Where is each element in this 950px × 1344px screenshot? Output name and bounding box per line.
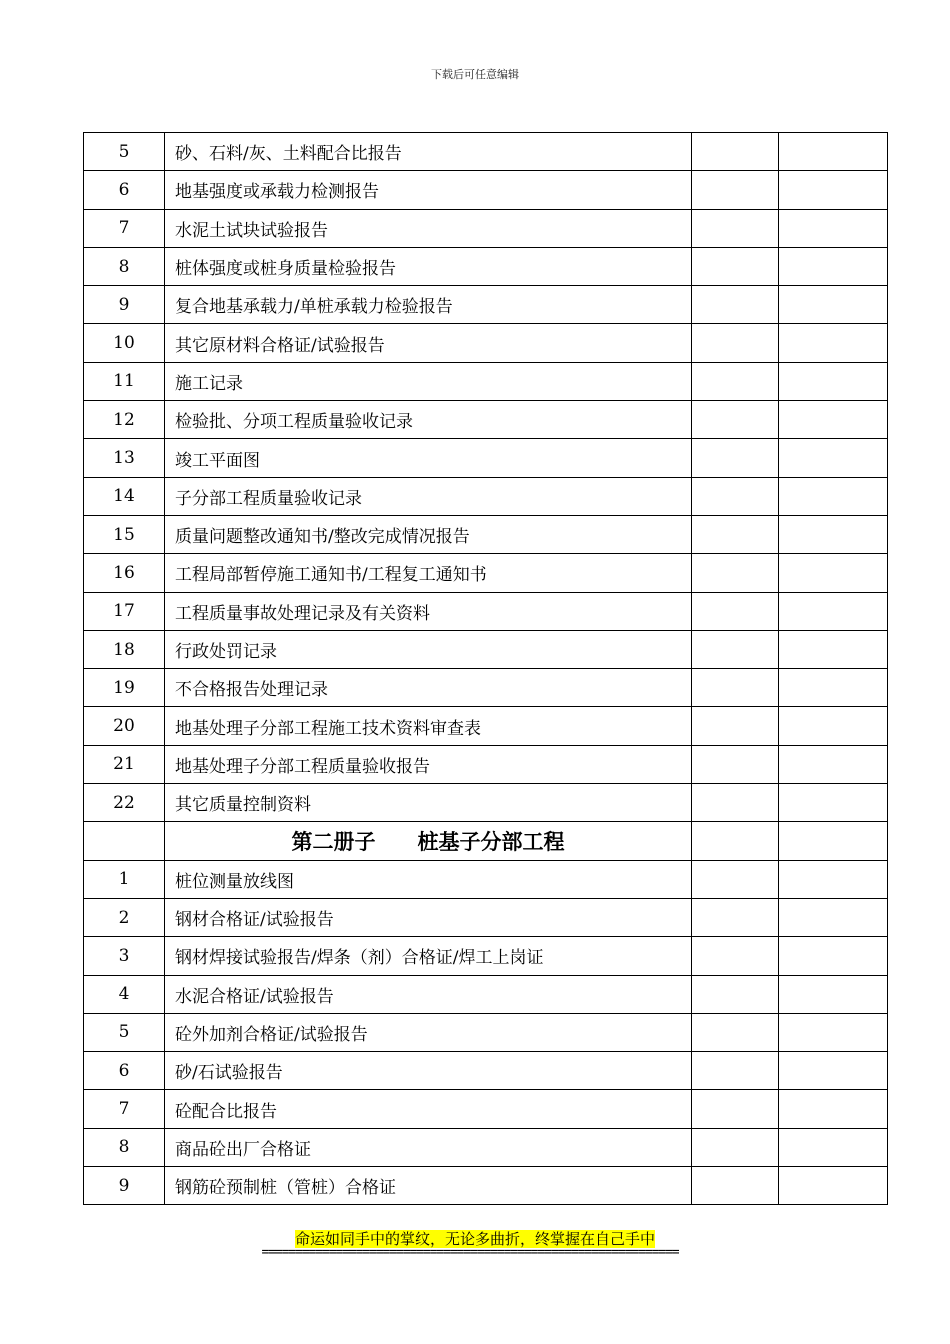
blank-cell-b bbox=[779, 745, 888, 783]
blank-cell-b bbox=[779, 209, 888, 247]
blank-cell-b bbox=[779, 592, 888, 630]
row-number: 6 bbox=[84, 1052, 165, 1090]
blank-cell-a bbox=[692, 898, 779, 936]
table-row bbox=[84, 784, 888, 822]
row-number: 7 bbox=[84, 1090, 165, 1128]
table-row bbox=[84, 401, 888, 439]
blank-cell-a bbox=[692, 630, 779, 668]
item-name: 工程质量事故处理记录及有关资料 bbox=[165, 592, 692, 630]
table-row bbox=[84, 477, 888, 515]
blank-cell-b bbox=[779, 171, 888, 209]
blank-cell-b bbox=[779, 630, 888, 668]
row-number: 6 bbox=[84, 171, 165, 209]
item-name: 子分部工程质量验收记录 bbox=[165, 477, 692, 515]
blank-cell-b bbox=[779, 515, 888, 553]
row-number: 15 bbox=[84, 515, 165, 553]
blank-cell-b bbox=[779, 669, 888, 707]
blank-cell-b bbox=[779, 1128, 888, 1166]
item-name: 砼外加剂合格证/试验报告 bbox=[165, 1013, 692, 1051]
table-row bbox=[84, 975, 888, 1013]
blank-cell-b bbox=[779, 401, 888, 439]
item-name: 质量问题整改通知书/整改完成情况报告 bbox=[165, 515, 692, 553]
blank-cell-a bbox=[692, 171, 779, 209]
blank-cell-b bbox=[779, 247, 888, 285]
table-row bbox=[84, 860, 888, 898]
table-row bbox=[84, 937, 888, 975]
item-name: 其它质量控制资料 bbox=[165, 784, 692, 822]
item-name: 砼配合比报告 bbox=[165, 1090, 692, 1128]
table-row bbox=[84, 707, 888, 745]
table-row bbox=[84, 286, 888, 324]
table-row bbox=[84, 1128, 888, 1166]
row-number: 18 bbox=[84, 630, 165, 668]
table-row bbox=[84, 669, 888, 707]
blank-cell-a bbox=[692, 860, 779, 898]
table-row bbox=[84, 1090, 888, 1128]
item-name: 地基处理子分部工程施工技术资料审查表 bbox=[165, 707, 692, 745]
blank-cell-a bbox=[692, 784, 779, 822]
item-name: 钢材焊接试验报告/焊条（剂）合格证/焊工上岗证 bbox=[165, 937, 692, 975]
blank-cell-a bbox=[692, 362, 779, 400]
item-name: 施工记录 bbox=[165, 362, 692, 400]
blank-cell-a bbox=[692, 745, 779, 783]
table-row bbox=[84, 439, 888, 477]
row-number: 10 bbox=[84, 324, 165, 362]
blank-cell-b bbox=[779, 898, 888, 936]
row-number bbox=[84, 822, 165, 860]
table-row bbox=[84, 630, 888, 668]
item-name: 地基处理子分部工程质量验收报告 bbox=[165, 745, 692, 783]
item-name: 商品砼出厂合格证 bbox=[165, 1128, 692, 1166]
item-name: 工程局部暂停施工通知书/工程复工通知书 bbox=[165, 554, 692, 592]
blank-cell-a bbox=[692, 439, 779, 477]
item-name: 水泥土试块试验报告 bbox=[165, 209, 692, 247]
blank-cell-a bbox=[692, 477, 779, 515]
blank-cell-a bbox=[692, 324, 779, 362]
row-number: 14 bbox=[84, 477, 165, 515]
blank-cell-a bbox=[692, 1090, 779, 1128]
row-number: 17 bbox=[84, 592, 165, 630]
item-name: 桩体强度或桩身质量检验报告 bbox=[165, 247, 692, 285]
item-name: 竣工平面图 bbox=[165, 439, 692, 477]
row-number: 21 bbox=[84, 745, 165, 783]
blank-cell-a bbox=[692, 937, 779, 975]
blank-cell-a bbox=[692, 592, 779, 630]
blank-cell-b bbox=[779, 975, 888, 1013]
row-number: 19 bbox=[84, 669, 165, 707]
row-number: 22 bbox=[84, 784, 165, 822]
footer-divider: ============================================================== bbox=[261, 1245, 679, 1260]
blank-cell-a bbox=[692, 286, 779, 324]
table-row bbox=[84, 171, 888, 209]
table-row bbox=[84, 1013, 888, 1051]
item-name: 行政处罚记录 bbox=[165, 630, 692, 668]
table-row bbox=[84, 1052, 888, 1090]
section-title: 第二册子 桩基子分部工程 bbox=[165, 822, 692, 860]
blank-cell-a bbox=[692, 554, 779, 592]
blank-cell-a bbox=[692, 1013, 779, 1051]
section-heading-row bbox=[84, 822, 888, 860]
blank-cell-b bbox=[779, 1013, 888, 1051]
footer-quote-text: 命运如同手中的掌纹，无论多曲折，终掌握在自己手中 bbox=[294, 1230, 655, 1248]
document-table bbox=[83, 132, 888, 1205]
blank-cell-a bbox=[692, 401, 779, 439]
row-number: 16 bbox=[84, 554, 165, 592]
blank-cell-b bbox=[779, 1090, 888, 1128]
table-row bbox=[84, 515, 888, 553]
item-name: 钢筋砼预制桩（管桩）合格证 bbox=[165, 1167, 692, 1205]
blank-cell-a bbox=[692, 133, 779, 171]
blank-cell-b bbox=[779, 1167, 888, 1205]
table-row bbox=[84, 362, 888, 400]
table-row bbox=[84, 133, 888, 171]
row-number: 8 bbox=[84, 247, 165, 285]
blank-cell-a bbox=[692, 209, 779, 247]
row-number: 5 bbox=[84, 133, 165, 171]
blank-cell-b bbox=[779, 860, 888, 898]
blank-cell-b bbox=[779, 324, 888, 362]
row-number: 4 bbox=[84, 975, 165, 1013]
item-name: 其它原材料合格证/试验报告 bbox=[165, 324, 692, 362]
blank-cell-b bbox=[779, 554, 888, 592]
blank-cell-b bbox=[779, 133, 888, 171]
blank-cell-b bbox=[779, 286, 888, 324]
item-name: 检验批、分项工程质量验收记录 bbox=[165, 401, 692, 439]
blank-cell-a bbox=[692, 1128, 779, 1166]
row-number: 1 bbox=[84, 860, 165, 898]
row-number: 7 bbox=[84, 209, 165, 247]
table-row bbox=[84, 898, 888, 936]
item-name: 水泥合格证/试验报告 bbox=[165, 975, 692, 1013]
row-number: 8 bbox=[84, 1128, 165, 1166]
table-row bbox=[84, 247, 888, 285]
table-row bbox=[84, 209, 888, 247]
blank-cell-b bbox=[779, 707, 888, 745]
blank-cell-a bbox=[692, 822, 779, 860]
item-name: 不合格报告处理记录 bbox=[165, 669, 692, 707]
blank-cell-b bbox=[779, 362, 888, 400]
item-name: 地基强度或承载力检测报告 bbox=[165, 171, 692, 209]
blank-cell-b bbox=[779, 1052, 888, 1090]
item-name: 砂/石试验报告 bbox=[165, 1052, 692, 1090]
row-number: 12 bbox=[84, 401, 165, 439]
blank-cell-a bbox=[692, 975, 779, 1013]
document-table-body bbox=[84, 133, 888, 1205]
table-row bbox=[84, 745, 888, 783]
row-number: 9 bbox=[84, 286, 165, 324]
item-name: 砂、石料/灰、土料配合比报告 bbox=[165, 133, 692, 171]
blank-cell-b bbox=[779, 784, 888, 822]
table-row bbox=[84, 592, 888, 630]
row-number: 20 bbox=[84, 707, 165, 745]
blank-cell-a bbox=[692, 707, 779, 745]
table-row bbox=[84, 1167, 888, 1205]
row-number: 13 bbox=[84, 439, 165, 477]
row-number: 5 bbox=[84, 1013, 165, 1051]
table-row bbox=[84, 554, 888, 592]
row-number: 9 bbox=[84, 1167, 165, 1205]
blank-cell-a bbox=[692, 1052, 779, 1090]
blank-cell-b bbox=[779, 477, 888, 515]
blank-cell-a bbox=[692, 515, 779, 553]
row-number: 11 bbox=[84, 362, 165, 400]
item-name: 复合地基承载力/单桩承载力检验报告 bbox=[165, 286, 692, 324]
blank-cell-b bbox=[779, 439, 888, 477]
page-header-note: 下载后可任意编辑 bbox=[431, 68, 519, 81]
row-number: 2 bbox=[84, 898, 165, 936]
blank-cell-b bbox=[779, 937, 888, 975]
item-name: 钢材合格证/试验报告 bbox=[165, 898, 692, 936]
row-number: 3 bbox=[84, 937, 165, 975]
blank-cell-b bbox=[779, 822, 888, 860]
blank-cell-a bbox=[692, 1167, 779, 1205]
item-name: 桩位测量放线图 bbox=[165, 860, 692, 898]
blank-cell-a bbox=[692, 669, 779, 707]
table-row bbox=[84, 324, 888, 362]
blank-cell-a bbox=[692, 247, 779, 285]
